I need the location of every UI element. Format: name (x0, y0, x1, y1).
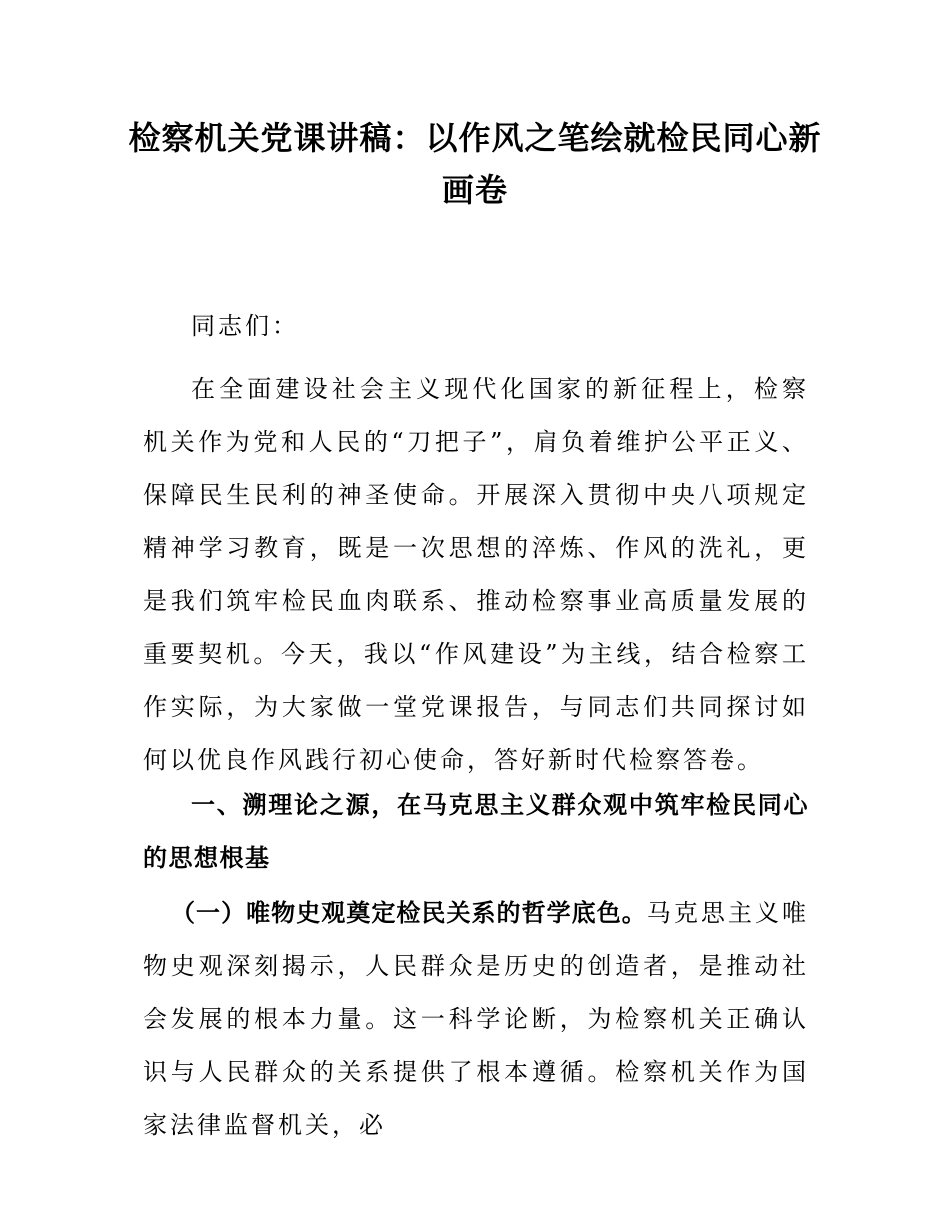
subsection-text: 马克思主义唯物史观深刻揭示，人民群众是历史的创造者，是推动社会发展的根本力量。这一科学论断，为检察机关正确认识与人民群众的关系提供了根本遵循。检察机关作为国家法律监督机关，必 (143, 899, 810, 1139)
intro-paragraph: 在全面建设社会主义现代化国家的新征程上，检察机关作为党和人民的“刀把子”，肩负着维护公平正义、保障民生民利的神圣使命。开展深入贯彻中央八项规定精神学习教育，既是一次思想的淬炼、作风的洗礼，更是我们筑牢检民血肉联系、推动检察事业高质量发展的重要契机。今天，我以“作风建设”为主线，结合检察工作实际，为大家做一堂党课报告，与同志们共同探讨如何以优良作风践行初心使命，答好新时代检察答卷。 (143, 375, 809, 774)
section-heading: 一、溯理论之源，在马克思主义群众观中筑牢检民同心的思想根基 (143, 791, 809, 872)
subsection-lead: （一）唯物史观奠定检民关系的哲学底色。 (171, 899, 647, 927)
document-title: 检察机关党课讲稿：以作风之笔绘就检民同心新画卷 (128, 119, 822, 209)
salutation: 同志们： (191, 312, 299, 340)
subsection-paragraph (143, 887, 809, 1152)
